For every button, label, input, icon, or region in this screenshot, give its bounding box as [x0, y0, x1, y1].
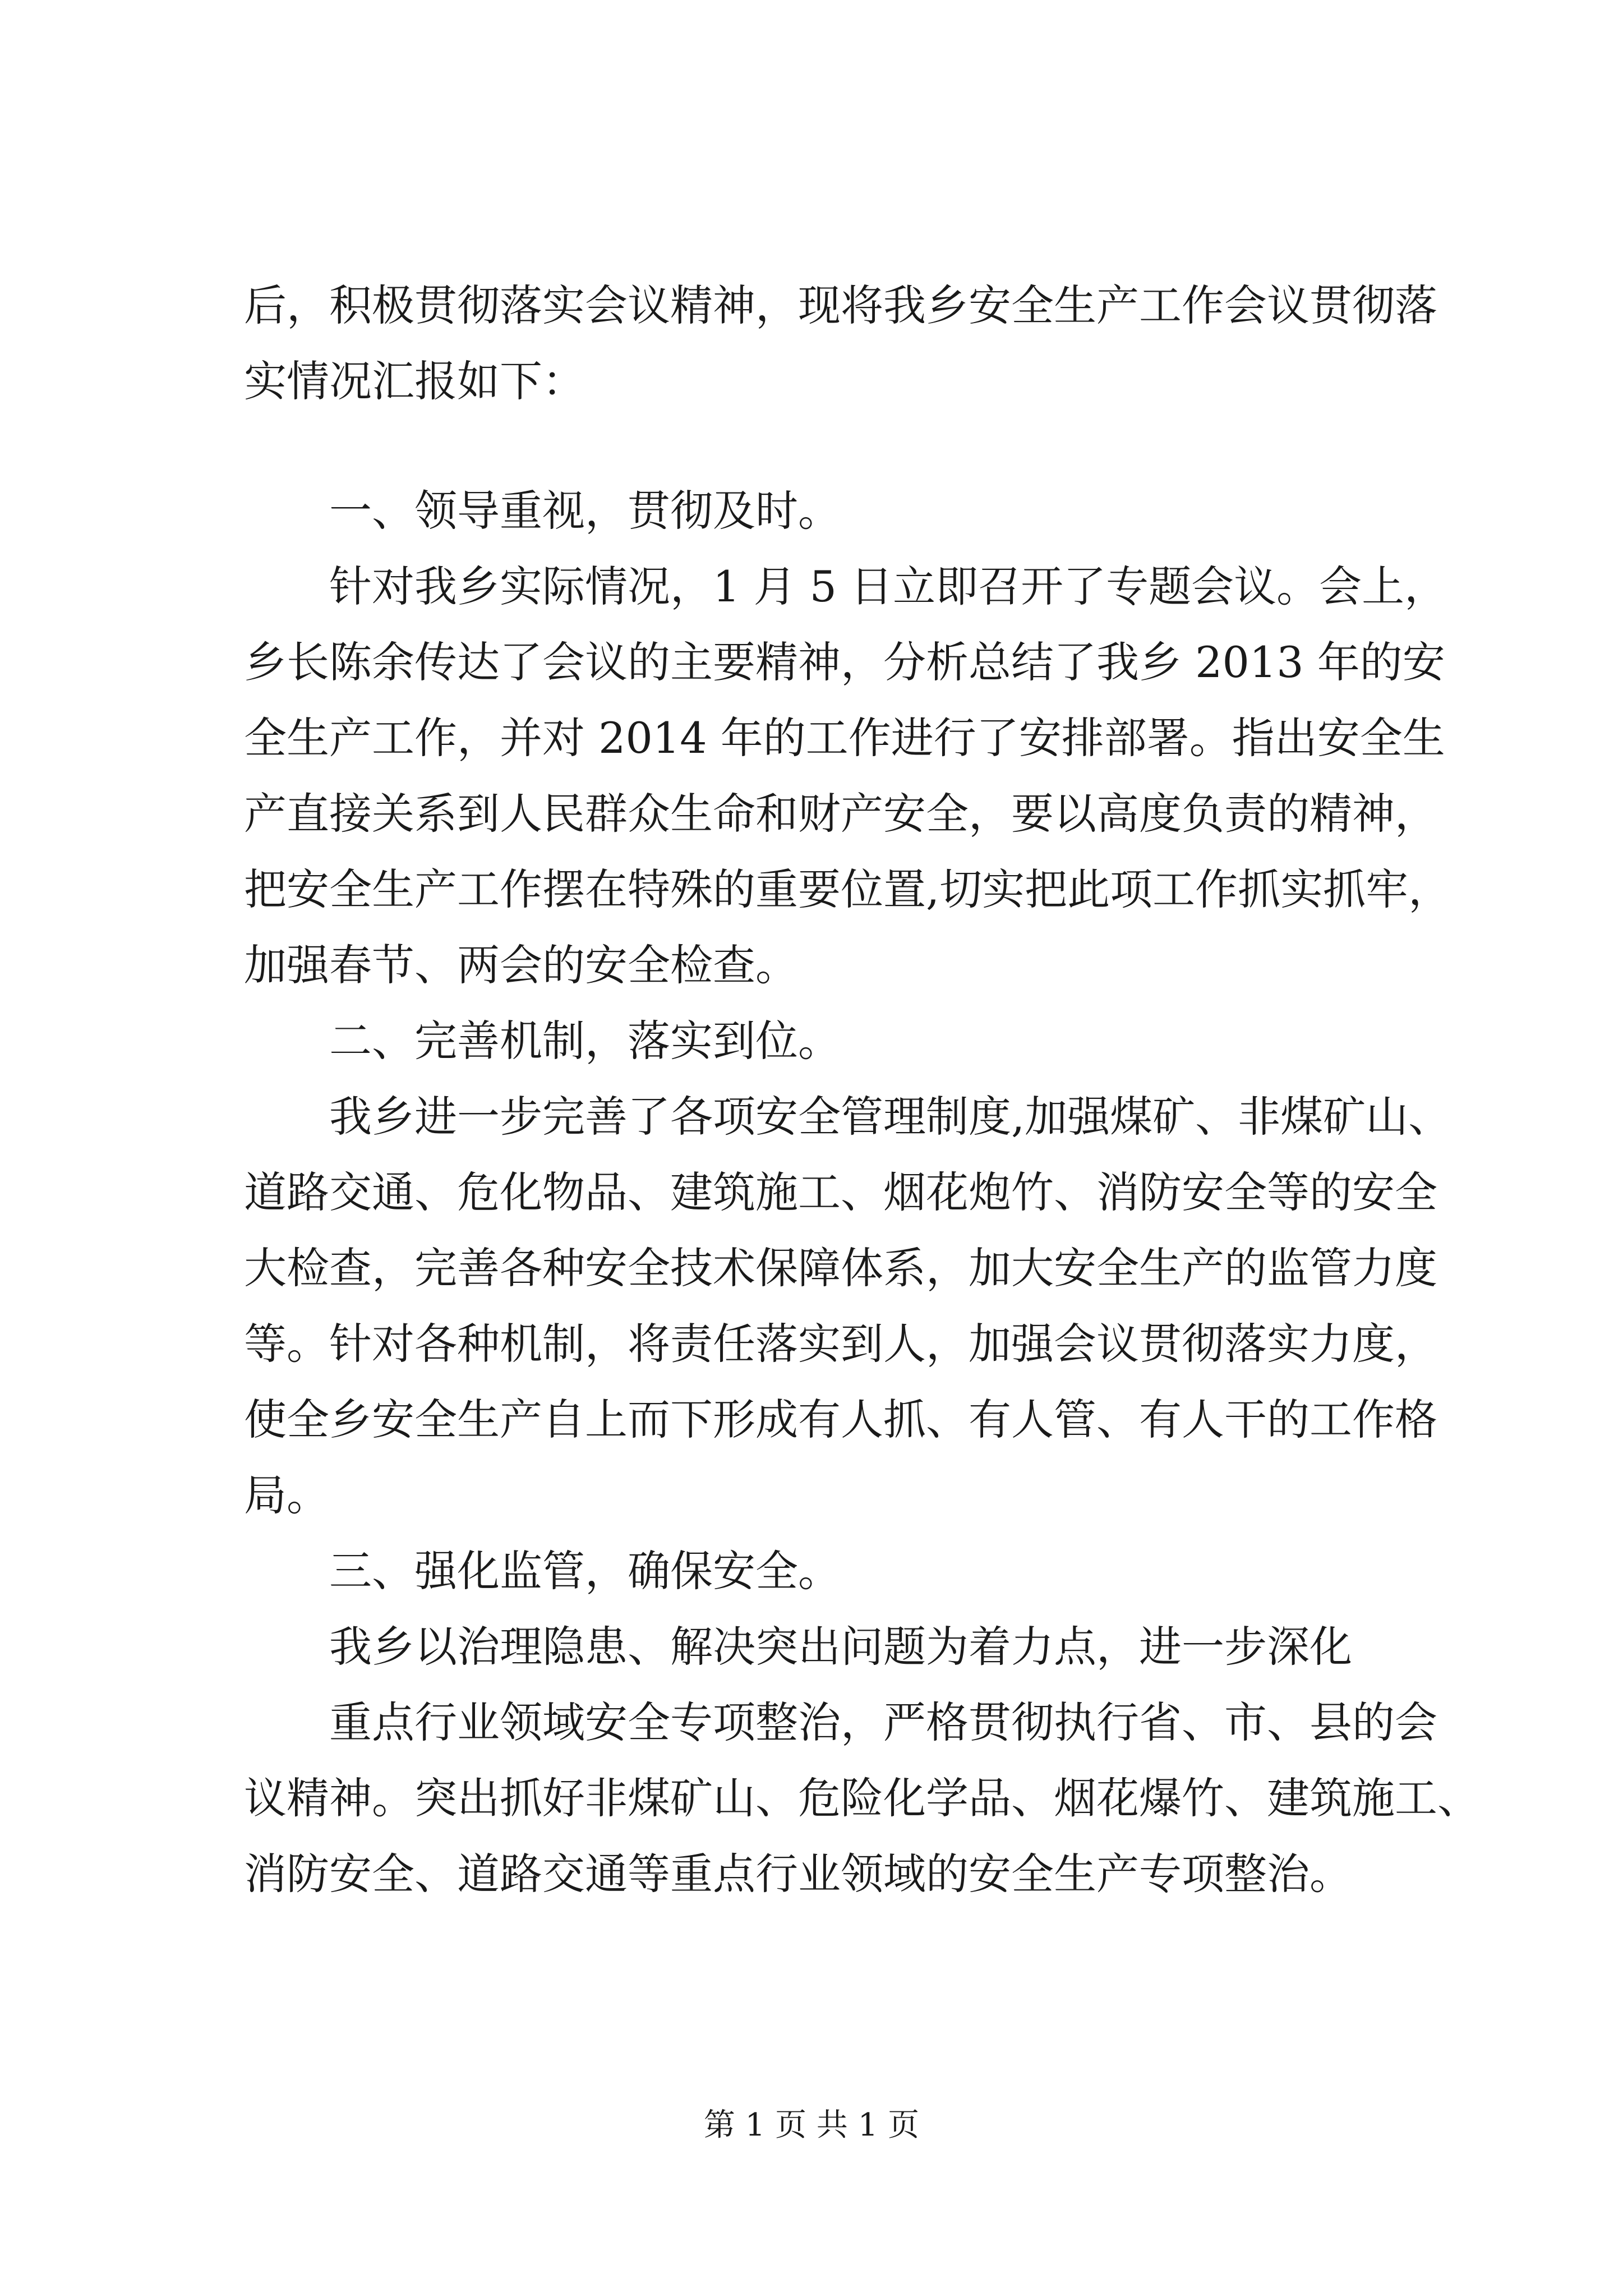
text-line: 等。针对各种机制，将责任落实到人，加强会议贯彻落实力度， — [244, 1319, 1437, 1369]
paragraph-start: 我乡进一步完善了各项安全管理制度,加强煤矿、非煤矿山、 — [329, 1092, 1451, 1142]
text-line: 使全乡安全生产自上而下形成有人抓、有人管、有人干的工作格 — [244, 1395, 1437, 1444]
section-heading-3: 三、强化监管，确保安全。 — [329, 1546, 841, 1596]
text-line: 议精神。突出抓好非煤矿山、危险化学品、烟花爆竹、建筑施工、 — [244, 1773, 1480, 1823]
page-number-footer: 第 1 页 共 1 页 — [703, 2107, 920, 2143]
text-line: 加强春节、两会的安全检查。 — [244, 940, 798, 990]
paragraph-start: 针对我乡实际情况，1 月 5 日立即召开了专题会议。会上， — [329, 562, 1447, 611]
section-heading-1: 一、领导重视，贯彻及时。 — [329, 486, 841, 536]
text-line: 消防安全、道路交通等重点行业领域的安全生产专项整治。 — [244, 1849, 1352, 1899]
section-heading-2: 二、完善机制，落实到位。 — [329, 1016, 841, 1066]
text-line: 全生产工作，并对 2014 年的工作进行了安排部署。指出安全生 — [244, 713, 1445, 763]
text-line: 重点行业领域安全专项整治，严格贯彻执行省、市、县的会 — [329, 1697, 1437, 1747]
paragraph-start: 我乡以治理隐患、解决突出问题为着力点，进一步深化 — [329, 1622, 1352, 1672]
text-line: 乡长陈余传达了会议的主要精神，分析总结了我乡 2013 年的安 — [244, 637, 1445, 687]
text-line: 大检查，完善各种安全技术保障体系，加大安全生产的监管力度 — [244, 1243, 1437, 1293]
text-line: 把安全生产工作摆在特殊的重要位置,切实把此项工作抓实抓牢， — [244, 864, 1451, 914]
text-line: 局。 — [244, 1470, 329, 1520]
text-line: 道路交通、危化物品、建筑施工、烟花炮竹、消防安全等的安全 — [244, 1167, 1437, 1217]
text-line: 后，积极贯彻落实会议精神，现将我乡安全生产工作会议贯彻落 — [244, 280, 1437, 330]
text-line: 实情况汇报如下： — [244, 356, 585, 406]
text-line: 产直接关系到人民群众生命和财产安全，要以高度负责的精神， — [244, 789, 1437, 839]
